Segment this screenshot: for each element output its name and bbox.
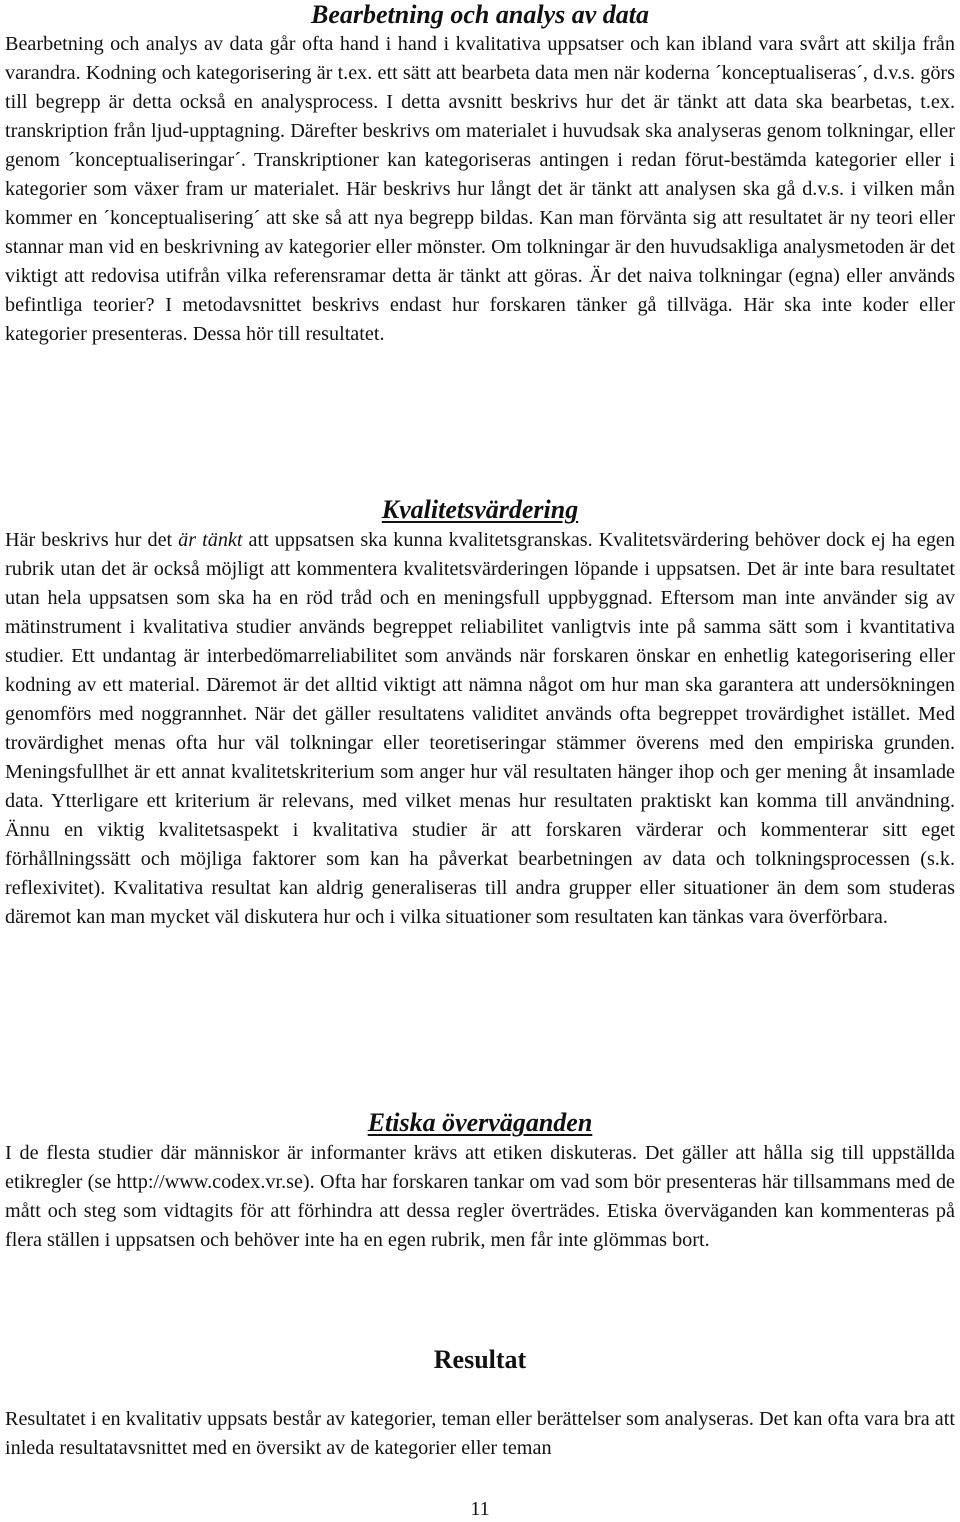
section-paragraph-etiska: I de flesta studier där människor är informanter krävs att etiken diskuteras. Det gäller att hålla sig till uppställda etikregler (se http://www.codex.vr.se). Ofta har forskaren tankar om vad som bör presenteras här tillsammans med de mått och steg som vidtagits för att förhindra att dessa regler överträdes. Etiska överväganden kan kommenteras på flera ställen i uppsatsen och behöver inte ha en egen rubrik, men får inte glömmas bort.	[5, 1142, 955, 1251]
paragraph-rest: att uppsatsen ska kunna kvalitetsgranskas. Kvalitetsvärdering behöver dock ej ha egen rubrik utan det är också möjligt att kommentera kvalitetsvärderingen löpande i uppsatsen. Det är inte bara resultatet utan hela uppsatsen som ska ha en röd tråd och en meningsfull uppbyggnad. Eftersom man inte använder sig av mätinstrument i kvalitativa studier används begreppet reliabilitet vanligtvis inte på samma sätt som i kvantitativa studier. Ett undantag är interbedömarreliabilitet som används när forskaren önskar en enhetlig kategorisering eller kodning av ett material. Däremot är det alltid viktigt att nämna något om hur man ska garantera att undersökningen genomförs med noggrannhet. När det gäller resultatens validitet används ofta begreppet trovärdighet istället. Med trovärdighet menas ofta hur väl tolkningar eller teoretiseringar stämmer överens med den empiriska grunden. Meningsfullhet är ett annat kvalitetskriterium som anger hur väl resultaten hänger ihop och ger mening åt insamlade data. Ytterligare ett kriterium är relevans, med vilket menas hur resultaten praktiskt kan komma till användning. Ännu en viktig kvalitetsaspekt i kvalitativa studier är att forskaren värderar och kommenterar sitt eget förhållningssätt och möjliga faktorer som kan ha påverkat bearbetningen av data och tolkningsprocessen (s.k. reflexivitet). Kvalitativa resultat kan aldrig generaliseras till andra grupper eller situationer än dem som studeras däremot kan man mycket väl diskutera hur och i vilka situationer som resultaten kan tänkas vara överförbara.	[5, 529, 955, 928]
section-heading-resultat: Resultat	[433, 1345, 527, 1374]
paragraph-start: Här beskrivs hur det	[5, 529, 179, 551]
section-paragraph-bearbetning: Bearbetning och analys av data går ofta hand i hand i kvalitativa uppsatser och kan ibland vara svårt att skilja från varandra. Kodning och kategorisering är t.ex. ett sätt att bearbeta data men när koderna ´konceptualiseras´, d.v.s. görs till begrepp är detta också en analysprocess. I detta avsnitt beskrivs hur det är tänkt att data ska bearbetas, t.ex. transkription från ljud-upptagning. Därefter beskrivs om materialet i huvudsak ska analyseras genom tolkningar, eller genom ´konceptualiseringar´. Transkriptioner kan kategoriseras antingen i redan förut-bestämda kategorier eller i kategorier som växer fram ur materialet. Här beskrivs hur långt det är tänkt att analysen ska gå d.v.s. i vilken mån kommer en ´konceptualisering´ att ske så att nya begrepp bildas. Kan man förvänta sig att resultatet är ny teori eller stannar man vid en beskrivning av kategorier eller mönster. Om tolkningar är den huvudsakliga analysmetoden är det viktigt att redovisa utifrån vilka referensramar detta är tänkt att göras. Är det naiva tolkningar (egna) eller används befintliga teorier? I metodavsnittet beskrivs endast hur forskaren tänker gå tillväga. Här ska inte koder eller kategorier presenteras. Dessa hör till resultatet.	[5, 33, 955, 345]
section-heading-kvalitetsvardering: Kvalitetsvärdering	[381, 495, 579, 524]
section-paragraph-kvalitetsvardering	[5, 526, 955, 932]
emphasized-text: är tänkt	[178, 529, 243, 551]
section-heading-etiska: Etiska överväganden	[367, 1108, 593, 1137]
page-number: 11	[470, 1498, 490, 1520]
section-paragraph-resultat: Resultatet i en kvalitativ uppsats består av kategorier, teman eller berättelser som analyseras. Det kan ofta vara bra att inleda resultatavsnittet med en översikt av de kategorier eller teman	[5, 1408, 955, 1459]
section-heading-bearbetning: Bearbetning och analys av data	[310, 0, 649, 29]
